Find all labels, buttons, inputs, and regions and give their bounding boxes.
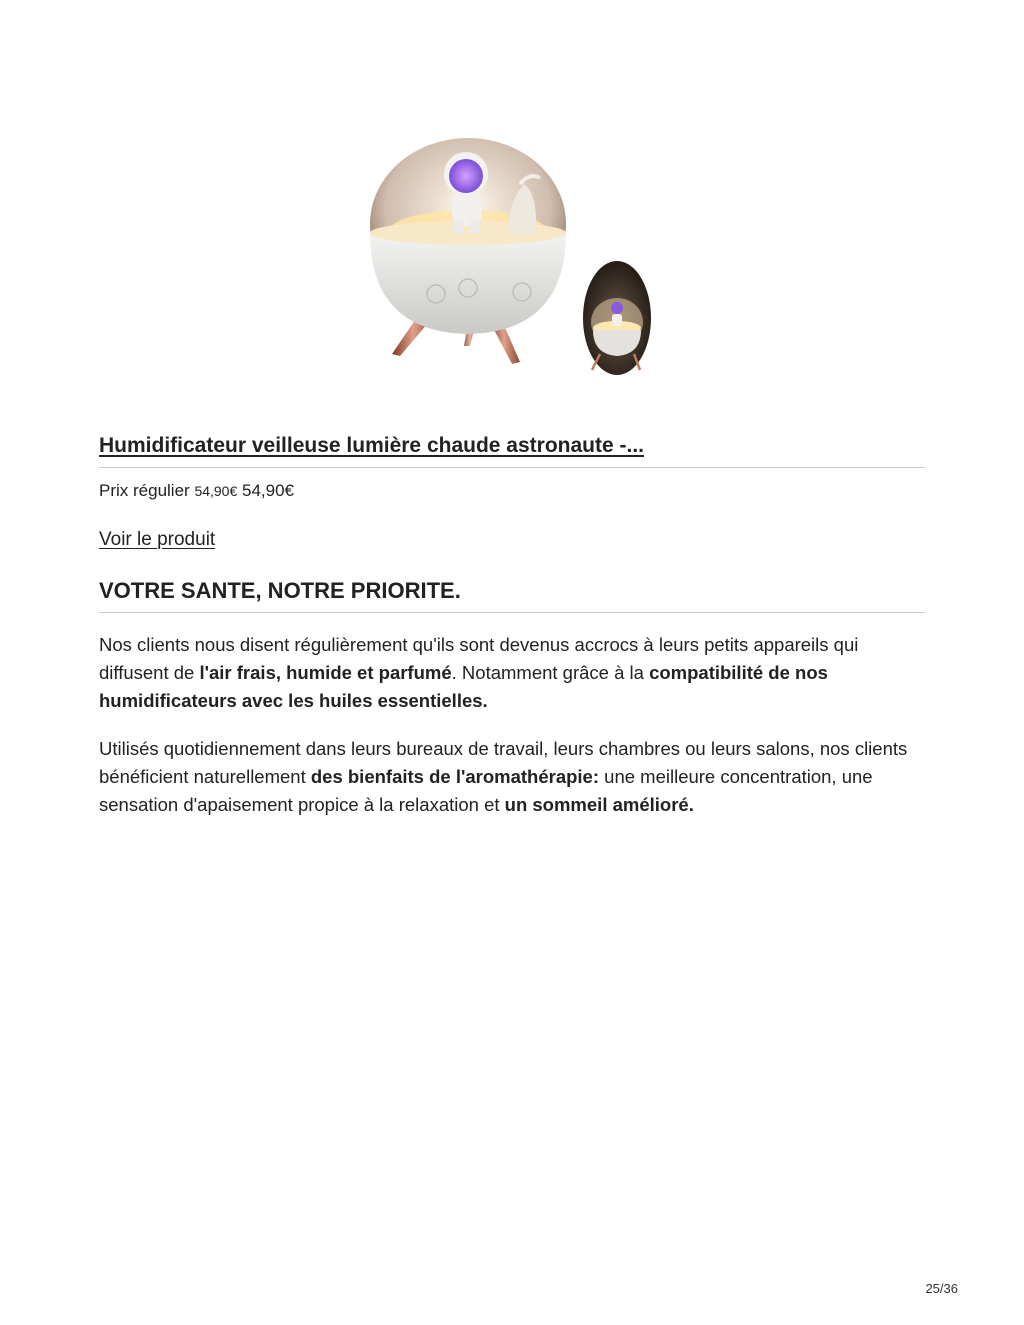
view-product-link[interactable] (99, 528, 215, 552)
price-label: Prix régulier (99, 481, 190, 500)
paragraph-benefits-text-1: Utilisés quotidiennement dans leurs bureaux de travail, leurs chambres ou leurs salons, nos clients bénéficient naturellement (99, 738, 908, 787)
view-product-link-part2[interactable]: produit (157, 529, 216, 550)
heading-divider (99, 612, 925, 613)
astronaut-humidifier-illustration (360, 132, 660, 380)
paragraph-clients (99, 631, 929, 715)
paragraph-clients-text-2: . Notamment grâce à la (451, 662, 650, 683)
paragraph-clients-bold-2: compatibilité de nos humidificateurs avec les huiles essentielles. (99, 662, 828, 711)
paragraph-clients-bold-1: l'air frais, humide et parfumé (199, 662, 452, 683)
page-number: 25/36 (925, 1281, 958, 1296)
title-divider (99, 467, 925, 468)
sale-price: 54,90€ (242, 481, 294, 500)
paragraph-benefits-text-2: une meilleure concentration, une sensation d'apaisement propice à la relaxation et (99, 766, 873, 815)
paragraph-benefits (99, 735, 929, 819)
paragraph-clients-text-1: Nos clients nous disent régulièrement qu'ils sont devenus accrocs à leurs petits appareils qui diffusent de (99, 634, 859, 683)
price-line (99, 479, 294, 503)
paragraph-benefits-bold-1: des bienfaits de l'aromathérapie: (310, 766, 600, 787)
regular-price: 54,90€ (194, 483, 238, 499)
product-title-link[interactable]: Humidificateur veilleuse lumière chaude astronaute -... (99, 434, 644, 457)
product-thumbnail (583, 261, 651, 375)
paragraph-benefits-bold-2: un sommeil amélioré. (504, 794, 694, 815)
view-product-link-part1[interactable]: Voir le (99, 529, 158, 550)
product-image (360, 132, 660, 380)
section-heading: VOTRE SANTE, NOTRE PRIORITE. (99, 578, 461, 603)
